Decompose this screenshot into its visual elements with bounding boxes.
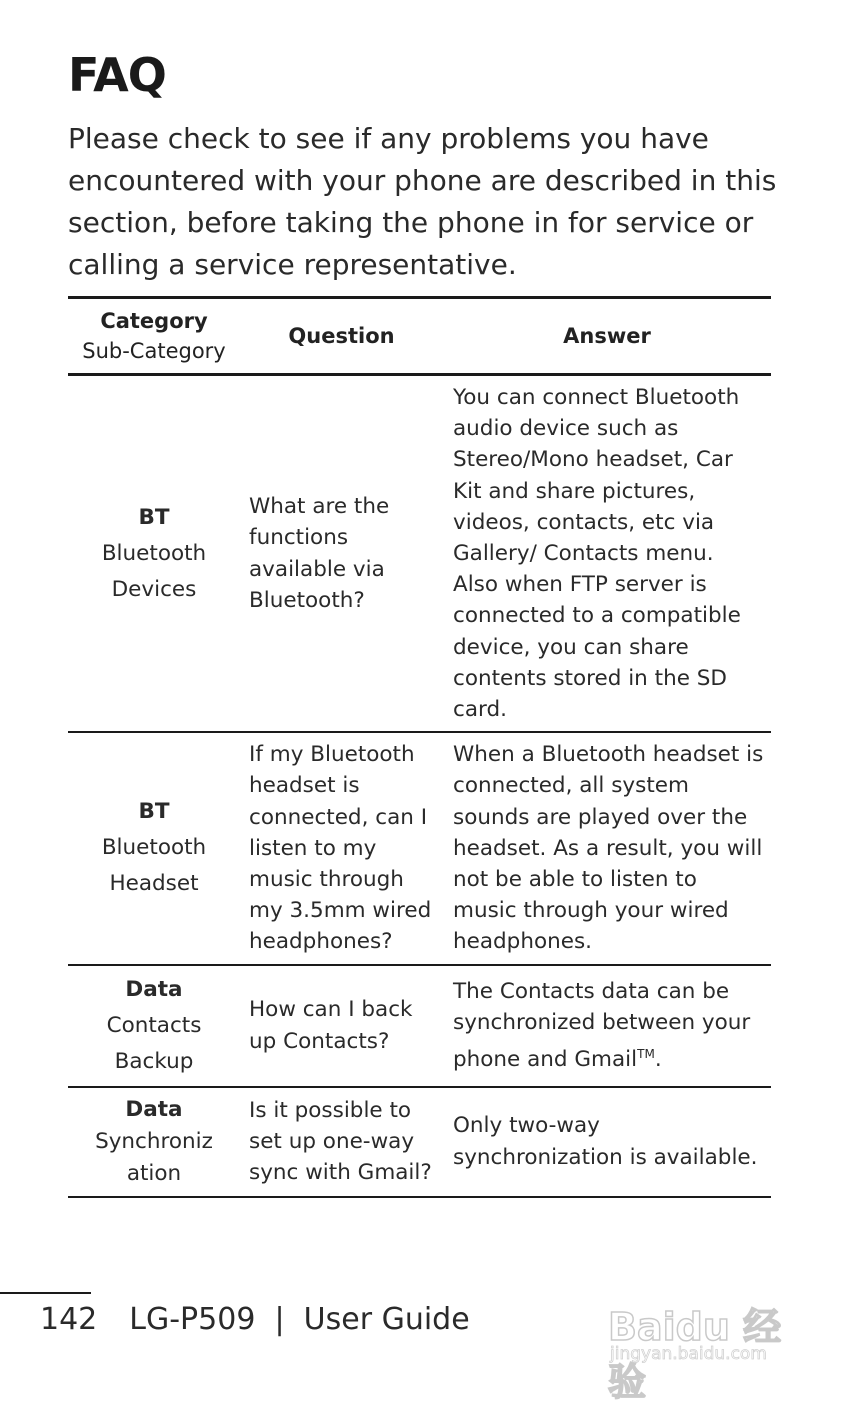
footer-rule [0, 1292, 91, 1294]
footer-separator: | [274, 1302, 285, 1337]
question-cell: Is it possible to set up one-way sync with Gmail? [249, 1097, 432, 1186]
category-label: BT [138, 504, 170, 530]
model-name: LG-P509 [129, 1302, 256, 1337]
subcategory-line: Contacts [106, 1012, 202, 1038]
question-cell: If my Bluetooth headset is connected, can I listen to my music through my 3.5mm wired headphones? [249, 742, 432, 955]
answer-cell [443, 965, 771, 1087]
baidu-watermark [608, 1278, 818, 1404]
answer-cell: Only two-way synchronization is available. [453, 1113, 758, 1170]
category-cell [68, 965, 240, 1087]
category-label: BT [138, 799, 170, 825]
subcategory-line: ation [126, 1160, 182, 1186]
table-header-row [68, 298, 771, 375]
answer-text: The Contacts data can be synchronized between your phone and Gmail [453, 979, 751, 1072]
page-footer [40, 1302, 470, 1337]
subcategory-line: Headset [109, 871, 199, 897]
subcategory-line: Bluetooth [101, 540, 207, 566]
header-category-label: Category [100, 309, 208, 333]
intro-paragraph: Please check to see if any problems you have encountered with your phone are described in this section, before taking the phone in for service or calling a service representative. [68, 122, 777, 281]
subcategory-line: Synchroniz [95, 1128, 213, 1154]
trademark-sup: TM [637, 1046, 655, 1061]
page-number: 142 [40, 1302, 98, 1337]
watermark-brand: Baidu 经验 [608, 1305, 782, 1404]
category-label: Data [125, 1096, 183, 1122]
category-cell [68, 732, 240, 964]
table-row [68, 375, 771, 733]
category-label: Data [125, 976, 183, 1002]
watermark-url: jingyan.baidu.com [610, 1344, 767, 1364]
header-category [68, 298, 240, 375]
header-answer: Answer [563, 324, 651, 348]
faq-table [68, 296, 771, 1198]
page-title: FAQ [68, 48, 166, 102]
subcategory-line: Devices [111, 576, 197, 602]
guide-label: User Guide [303, 1302, 470, 1337]
answer-cell: When a Bluetooth headset is connected, all system sounds are played over the headset. As a result, you will not be able to listen to music through your wired headphones. [453, 742, 764, 955]
table-row [68, 1087, 771, 1197]
question-cell: What are the functions available via Bluetooth? [249, 494, 390, 613]
category-cell [68, 375, 240, 733]
table-row [68, 965, 771, 1087]
header-question: Question [288, 324, 395, 348]
question-cell: How can I back up Contacts? [249, 997, 413, 1054]
answer-cell: You can connect Bluetooth audio device such as Stereo/Mono headset, Car Kit and share pictures, videos, contacts, etc via Gallery/ Contacts menu. Also when FTP server is connected to a compatible device, you can share contents stored in the SD card. [453, 385, 741, 723]
table-row [68, 732, 771, 964]
subcategory-line: Bluetooth [101, 835, 207, 861]
answer-end: . [654, 1046, 662, 1072]
category-cell [68, 1087, 240, 1197]
subcategory-line: Backup [114, 1048, 194, 1074]
header-subcategory-label: Sub-Category [82, 339, 226, 363]
